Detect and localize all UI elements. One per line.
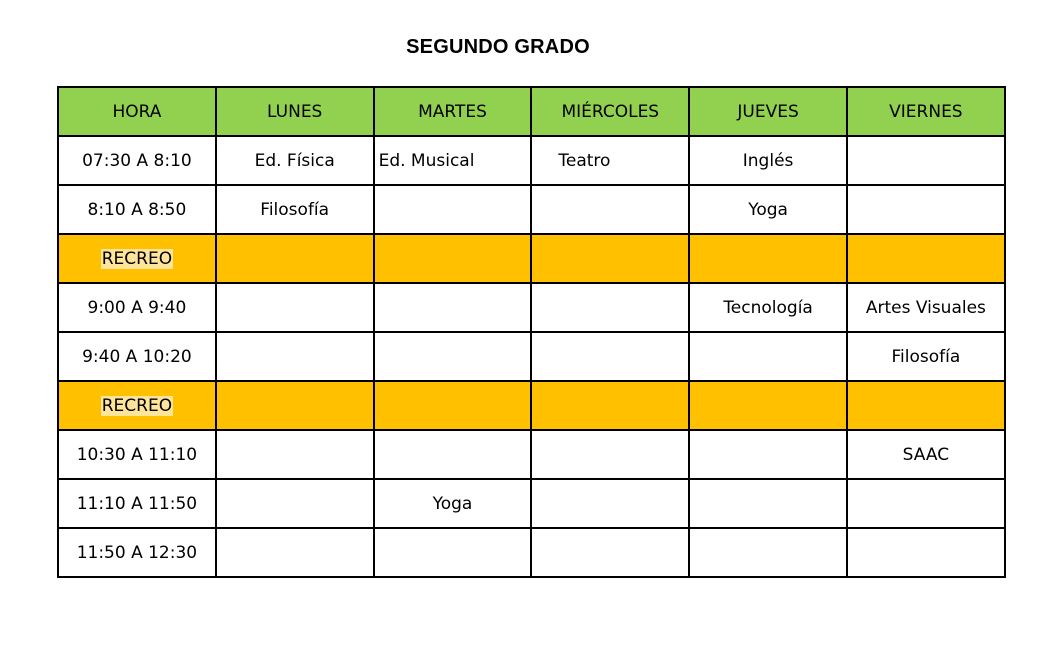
schedule-table xyxy=(57,86,1006,578)
cell-viernes xyxy=(847,234,1005,283)
cell-martes xyxy=(374,381,532,430)
cell-jueves xyxy=(689,381,847,430)
header-cell-hora: HORA xyxy=(58,87,216,136)
header-cell-lunes: LUNES xyxy=(216,87,374,136)
break-row xyxy=(58,234,1005,283)
cell-jueves: Inglés xyxy=(689,136,847,185)
cell-miercoles xyxy=(531,479,689,528)
cell-viernes: Artes Visuales xyxy=(847,283,1005,332)
time-cell: 07:30 A 8:10 xyxy=(58,136,216,185)
cell-jueves: Tecnología xyxy=(689,283,847,332)
cell-miercoles xyxy=(531,283,689,332)
time-cell: 8:10 A 8:50 xyxy=(58,185,216,234)
cell-miercoles xyxy=(531,234,689,283)
break-row xyxy=(58,381,1005,430)
cell-lunes xyxy=(216,528,374,577)
cell-jueves xyxy=(689,528,847,577)
schedule-row xyxy=(58,479,1005,528)
cell-jueves xyxy=(689,332,847,381)
cell-viernes xyxy=(847,479,1005,528)
time-cell: 10:30 A 11:10 xyxy=(58,430,216,479)
header-cell-miercoles: MIÉRCOLES xyxy=(531,87,689,136)
header-cell-jueves: JUEVES xyxy=(689,87,847,136)
schedule-row xyxy=(58,283,1005,332)
cell-jueves: Yoga xyxy=(689,185,847,234)
cell-viernes: Filosofía xyxy=(847,332,1005,381)
header-cell-martes: MARTES xyxy=(374,87,532,136)
cell-viernes xyxy=(847,381,1005,430)
cell-lunes xyxy=(216,479,374,528)
cell-lunes xyxy=(216,234,374,283)
cell-jueves xyxy=(689,430,847,479)
cell-miercoles xyxy=(531,528,689,577)
time-cell: 9:00 A 9:40 xyxy=(58,283,216,332)
schedule-row xyxy=(58,185,1005,234)
cell-martes xyxy=(374,528,532,577)
cell-viernes xyxy=(847,185,1005,234)
header-cell-viernes: VIERNES xyxy=(847,87,1005,136)
schedule-row xyxy=(58,430,1005,479)
cell-miercoles xyxy=(531,185,689,234)
cell-martes xyxy=(374,185,532,234)
cell-lunes xyxy=(216,430,374,479)
schedule-row xyxy=(58,136,1005,185)
time-cell: 9:40 A 10:20 xyxy=(58,332,216,381)
cell-martes xyxy=(374,430,532,479)
break-label: RECREO xyxy=(101,395,173,416)
cell-martes xyxy=(374,332,532,381)
cell-miercoles: Teatro xyxy=(531,136,689,185)
cell-martes: Yoga xyxy=(374,479,532,528)
time-cell: 11:50 A 12:30 xyxy=(58,528,216,577)
cell-martes: Ed. Musical xyxy=(374,136,532,185)
cell-jueves xyxy=(689,479,847,528)
header-row xyxy=(58,87,1005,136)
break-time-cell xyxy=(58,381,216,430)
cell-viernes: SAAC xyxy=(847,430,1005,479)
page-title: SEGUNDO GRADO xyxy=(406,36,590,58)
cell-lunes xyxy=(216,332,374,381)
cell-viernes xyxy=(847,528,1005,577)
cell-miercoles xyxy=(531,332,689,381)
schedule-row xyxy=(58,528,1005,577)
cell-lunes xyxy=(216,283,374,332)
cell-miercoles xyxy=(531,430,689,479)
cell-martes xyxy=(374,234,532,283)
break-time-cell xyxy=(58,234,216,283)
time-cell: 11:10 A 11:50 xyxy=(58,479,216,528)
cell-lunes: Filosofía xyxy=(216,185,374,234)
cell-martes xyxy=(374,283,532,332)
break-label: RECREO xyxy=(101,248,173,269)
cell-lunes xyxy=(216,381,374,430)
cell-viernes xyxy=(847,136,1005,185)
cell-lunes: Ed. Física xyxy=(216,136,374,185)
cell-jueves xyxy=(689,234,847,283)
schedule-row xyxy=(58,332,1005,381)
cell-miercoles xyxy=(531,381,689,430)
